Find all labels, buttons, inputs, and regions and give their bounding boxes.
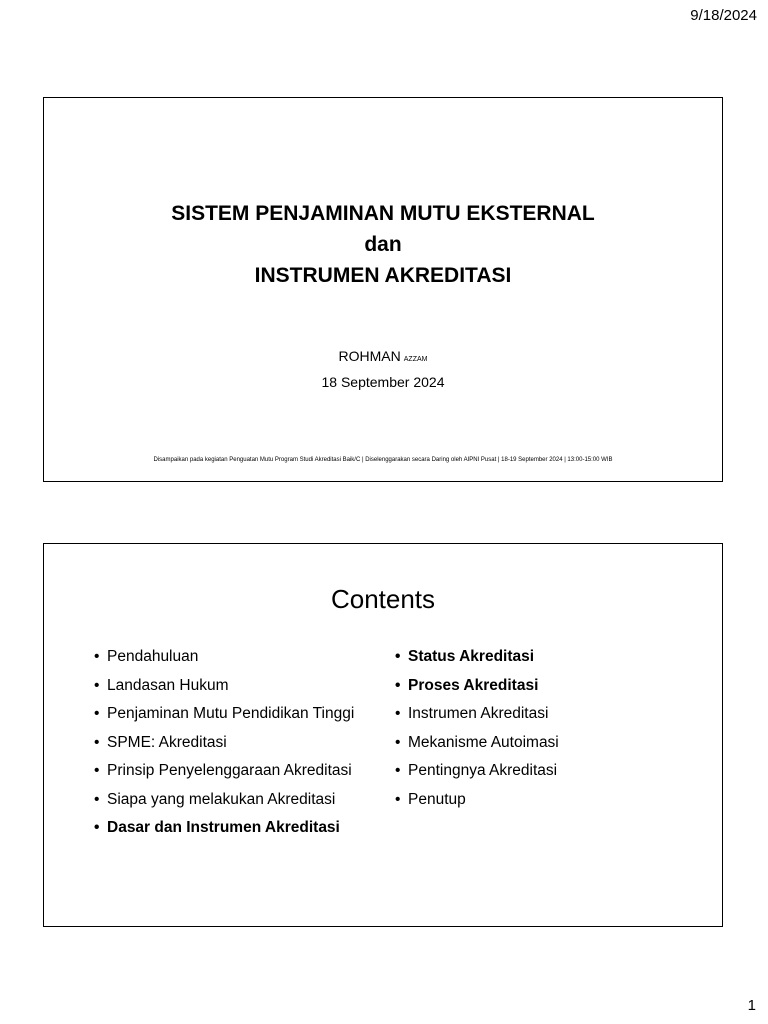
- contents-slide: [43, 543, 723, 927]
- presenter-name: ROHMAN: [338, 348, 401, 364]
- presenter-suffix: AZZAM: [403, 356, 428, 363]
- list-item: • Penutup: [395, 790, 695, 810]
- slide-title: [44, 198, 722, 291]
- contents-title: Contents: [330, 584, 436, 614]
- presenter: [44, 345, 722, 371]
- contents-list-left: [94, 647, 384, 847]
- presentation-date: 18 September 2024: [321, 374, 445, 390]
- list-item: • Instrumen Akreditasi: [395, 704, 695, 724]
- list-item: • Pentingnya Akreditasi: [395, 761, 695, 781]
- list-item: • Pendahuluan: [94, 647, 384, 667]
- list-item: • Status Akreditasi: [395, 647, 695, 667]
- list-item: • Prinsip Penyelenggaraan Akreditasi: [94, 761, 384, 781]
- page-date: 9/18/2024: [690, 7, 757, 24]
- list-item: • Siapa yang melakukan Akreditasi: [94, 790, 384, 810]
- list-item: • Landasan Hukum: [94, 676, 384, 696]
- list-item: • Penjaminan Mutu Pendidikan Tinggi: [94, 704, 384, 724]
- title-line: INSTRUMEN AKREDITASI: [254, 264, 512, 287]
- page-number: 1: [747, 997, 756, 1014]
- title-line: dan: [364, 233, 402, 256]
- event-footer-note: Disampaikan pada kegiatan Penguatan Mutu Program Studi Akreditasi Baik/C | Diselenggarakan secara Daring oleh AIPNI Pusat | 18-19 September 2024 | 13:00-15:00 WIB: [153, 457, 613, 463]
- presenter-info: [44, 345, 722, 394]
- list-item: • Dasar dan Instrumen Akreditasi: [94, 818, 384, 838]
- list-item: • Mekanisme Autoimasi: [395, 733, 695, 753]
- contents-list-right: [395, 647, 695, 818]
- title-line: SISTEM PENJAMINAN MUTU EKSTERNAL: [171, 202, 595, 225]
- list-item: • Proses Akreditasi: [395, 676, 695, 696]
- title-slide: [43, 97, 723, 482]
- list-item: • SPME: Akreditasi: [94, 733, 384, 753]
